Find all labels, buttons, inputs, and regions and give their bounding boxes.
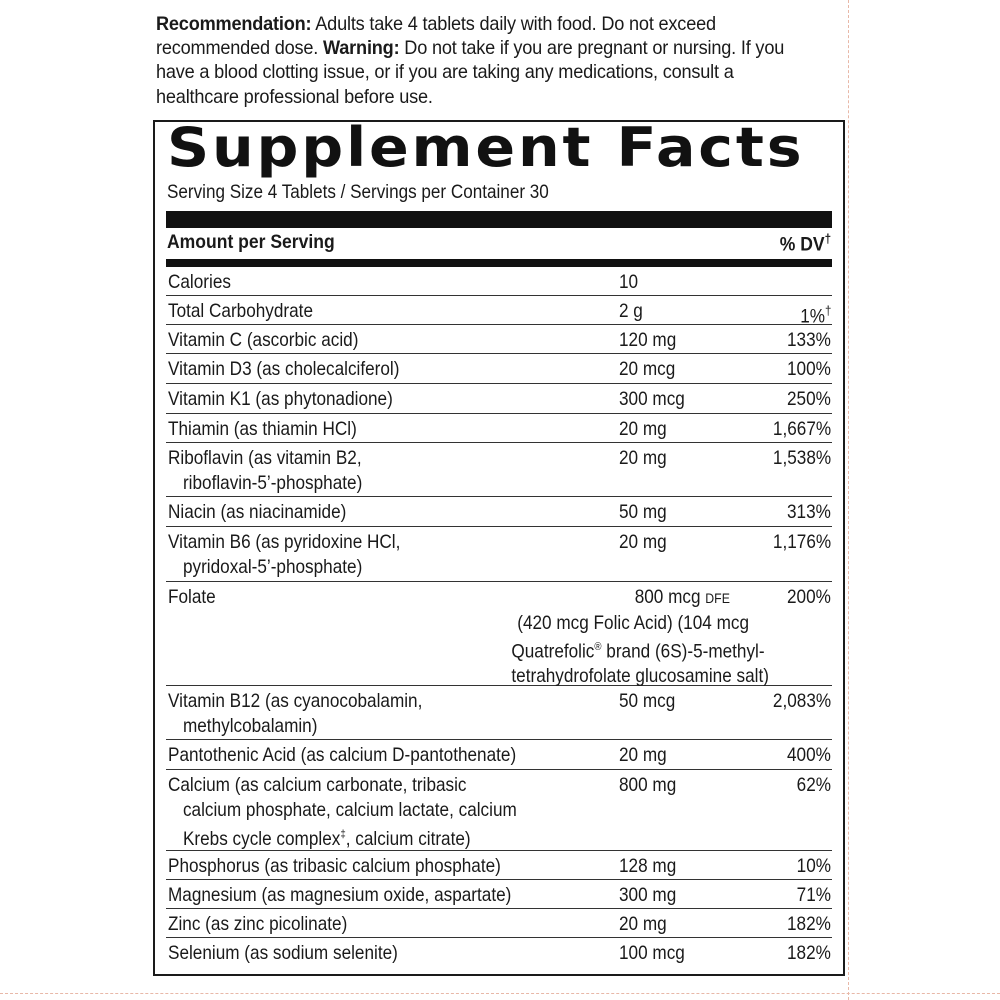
nutrient-dv: 1,538% [772, 447, 831, 469]
nutrient-name: Folate [168, 586, 216, 608]
nutrient-amount: 50 mg [619, 501, 667, 523]
column-header [166, 229, 832, 259]
medium-divider [166, 259, 832, 267]
nutrient-name: Vitamin D3 (as cholecalciferol) [168, 358, 400, 380]
nutrient-name: Niacin (as niacinamide) [168, 501, 347, 523]
supplement-facts-panel [153, 116, 845, 976]
table-row [166, 527, 832, 582]
folate-note: (420 mcg Folic Acid) (104 mcg [517, 611, 749, 634]
nutrient-name: Calcium (as calcium carbonate, tribasic calcium phosphate, calcium lactate, calcium Krebs cycle complex‡, calcium citrate) [168, 774, 517, 850]
nutrient-dv: 250% [787, 388, 831, 410]
nutrient-name: Selenium (as sodium selenite) [168, 942, 398, 964]
nutrient-dv: 10% [796, 855, 831, 877]
nutrient-dv: 1%† [799, 303, 831, 328]
nutrient-dv: 200% [787, 586, 831, 608]
warning-body: Do not take if you are pregnant or nursing. If you have a blood clotting issue, or if you are taking any medications, consult a healthcare professional before use. [156, 37, 785, 108]
nutrient-table [166, 267, 832, 968]
nutrient-dv: 400% [787, 744, 831, 766]
table-row [166, 582, 832, 686]
nutrient-name: Vitamin K1 (as phytonadione) [168, 388, 393, 410]
nutrient-amount: 20 mg [619, 744, 667, 766]
nutrient-amount: 120 mg [619, 329, 677, 351]
table-row [166, 880, 832, 909]
dv-header: % DV† [779, 231, 831, 256]
serving-size: Serving Size 4 Tablets / Servings per Container 30 [167, 182, 549, 203]
nutrient-dv: 71% [796, 884, 831, 906]
recommendation-label: Recommendation: [156, 13, 312, 35]
nutrient-name: Riboflavin (as vitamin B2, riboflavin-5’-phosphate) [168, 447, 363, 494]
table-row [166, 909, 832, 938]
table-row [166, 325, 832, 354]
nutrient-amount: 20 mg [619, 913, 667, 935]
nutrient-amount: 20 mg [619, 418, 667, 440]
nutrient-amount: 300 mcg [619, 388, 685, 410]
table-row [166, 740, 832, 770]
nutrient-amount: 2 g [619, 300, 643, 322]
nutrient-name: Total Carbohydrate [168, 300, 313, 322]
dagger-mark: † [824, 231, 831, 246]
nutrient-dv: 100% [787, 358, 831, 380]
nutrient-name: Pantothenic Acid (as calcium D-pantothenate) [168, 744, 517, 766]
nutrient-amount: 100 mcg [619, 942, 685, 964]
dagger-mark: † [824, 303, 831, 318]
nutrient-name: Magnesium (as magnesium oxide, aspartate) [168, 884, 512, 906]
table-row [166, 770, 832, 851]
double-dagger-mark: ‡ [340, 828, 346, 840]
trim-guide-horizontal [0, 993, 1000, 994]
nutrient-name: Phosphorus (as tribasic calcium phosphate) [168, 855, 501, 877]
nutrient-amount: 20 mg [619, 447, 667, 469]
nutrient-amount: 128 mg [619, 855, 677, 877]
table-row [166, 443, 832, 497]
nutrient-name: Vitamin B6 (as pyridoxine HCl, pyridoxal-5’-phosphate) [168, 531, 401, 578]
nutrient-dv: 182% [787, 913, 831, 935]
nutrient-amount: 20 mg [619, 531, 667, 553]
nutrient-amount: 300 mg [619, 884, 677, 906]
warning-text [156, 12, 807, 109]
table-row [166, 354, 832, 384]
thick-divider [166, 211, 832, 228]
table-row [166, 851, 832, 880]
recommendation-text: Adults take 4 tablets daily with food. Do not exceed recommended dose. [156, 13, 716, 60]
nutrient-name: Zinc (as zinc picolinate) [168, 913, 348, 935]
nutrient-dv: 2,083% [772, 690, 831, 712]
nutrient-name: Calories [168, 271, 231, 293]
table-row [166, 686, 832, 740]
nutrient-dv: 182% [787, 942, 831, 964]
nutrient-dv: 133% [787, 329, 831, 351]
nutrient-dv: 1,176% [772, 531, 831, 553]
nutrient-amount: 20 mcg [619, 358, 676, 380]
registered-mark: ® [594, 641, 602, 653]
nutrient-name: Vitamin B12 (as cyanocobalamin, methylcobalamin) [168, 690, 423, 737]
table-row [166, 497, 832, 527]
nutrient-dv: 313% [787, 501, 831, 523]
table-row [166, 267, 832, 296]
nutrient-dv: 62% [796, 774, 831, 796]
dfe-unit: DFE [705, 590, 730, 606]
table-row [166, 296, 832, 328]
nutrient-dv: 1,667% [772, 418, 831, 440]
table-row [166, 384, 832, 414]
amount-per-serving-header: Amount per Serving [167, 231, 335, 253]
nutrient-amount: 10 [619, 271, 639, 293]
nutrient-name: Vitamin C (ascorbic acid) [168, 329, 359, 351]
nutrient-amount: 800 mg [619, 774, 677, 796]
nutrient-amount: 50 mcg [619, 690, 676, 712]
panel-title: Supplement Facts [167, 116, 805, 179]
warning-label: Warning: [323, 37, 400, 60]
nutrient-name: Thiamin (as thiamin HCl) [168, 418, 357, 440]
table-row [166, 414, 832, 443]
table-row [166, 938, 832, 968]
nutrient-amount: 800 mcg DFE (420 mcg Folic Acid) (104 mcg Quatrefolic® brand (6S)-5-methyl- tetrahydrofolate glucosamine salt) [511, 586, 769, 687]
